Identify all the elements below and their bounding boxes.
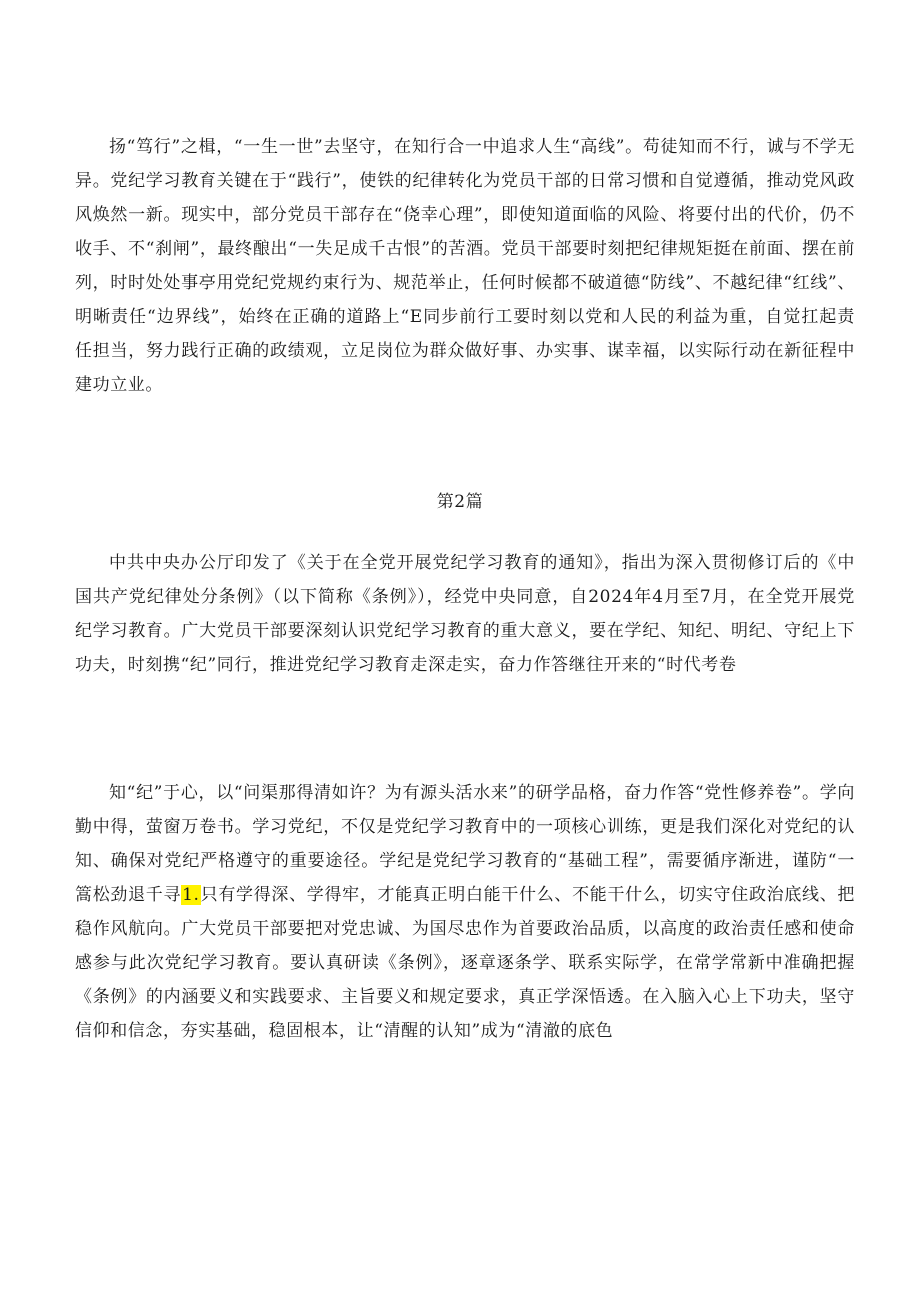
paragraph-2: 中共中央办公厅印发了《关于在全党开展党纪学习教育的通知》，指出为深入贯彻修订后的《中国共产党纪律处分条例》（以下简称《条例》），经党中央同意，自2024年4月至7月，在全党开展党纪学习教育。广大党员干部要深刻认识党纪学习教育的重大意义，要在学纪、知纪、明纪、守纪上下功夫，时刻携“纪”同行，推进党纪学习教育走深走实，奋力作答继往开来的“时代考卷: [75, 553, 855, 675]
paragraph-3: [75, 776, 855, 1048]
section-heading: 第2篇: [436, 492, 484, 512]
paragraph-3-text-after: 只有学得深、学得牢，才能真正明白能干什么、不能干什么，切实守住政治底线、把稳作风航向。广大党员干部要把对党忠诚、为国尽忠作为首要政治品质，以高度的政治责任感和使命感参与此次党纪学习教育。要认真研读《条例》，逐章逐条学、联系实际学，在常学常新中准确把握《条例》的内涵要义和实践要求、主旨要义和规定要求，真正学深悟透。在入脑入心上下功夫，坚守信仰和信念，夯实基础，稳固根本，让“清醒的认知”成为“清澈的底色: [75, 885, 856, 1041]
paragraph-1: 扬“笃行”之楫，“一生一世”去坚守，在知行合一中追求人生“高线”。苟徒知而不行，诚与不学无异。党纪学习教育关键在于“践行”，使铁的纪律转化为党员干部的日常习惯和自觉遵循，推动党风政风焕然一新。现实中，部分党员干部存在“侥幸心理”，即使知道面临的风险、将要付出的代价，仍不收手、不“刹闸”，最终酿出“一失足成千古恨”的苦酒。党员干部要时刻把纪律规矩挺在前面、摆在前列，时时处处事亭用党纪党规约束行为、规范举止，任何时候都不破道德“防线”、不越纪律“红线”、明晰责任“边界线”，始终在正确的道路上“E同步前行工要时刻以党和人民的利益为重，自觉扛起责任担当，努力践行正确的政绩观，立足岗位为群众做好事、办实事、谋幸福，以实际行动在新征程中建功立业。: [75, 137, 855, 395]
highlighted-text: 1.: [182, 885, 200, 905]
paragraph-3-text-before: 知“纪”于心，以“问渠那得清如许？为有源头活水来”的研学品格，奋力作答“党性修养卷”。学向勤中得，萤窗万卷书。学习党纪，不仅是党纪学习教育中的一项核心训练，更是我们深化对党纪的认知、确保对党纪严格遵守的重要途径。学纪是党纪学习教育的“基础工程”，需要循序渐进，谨防“一篙松劲退千寻: [75, 783, 855, 905]
